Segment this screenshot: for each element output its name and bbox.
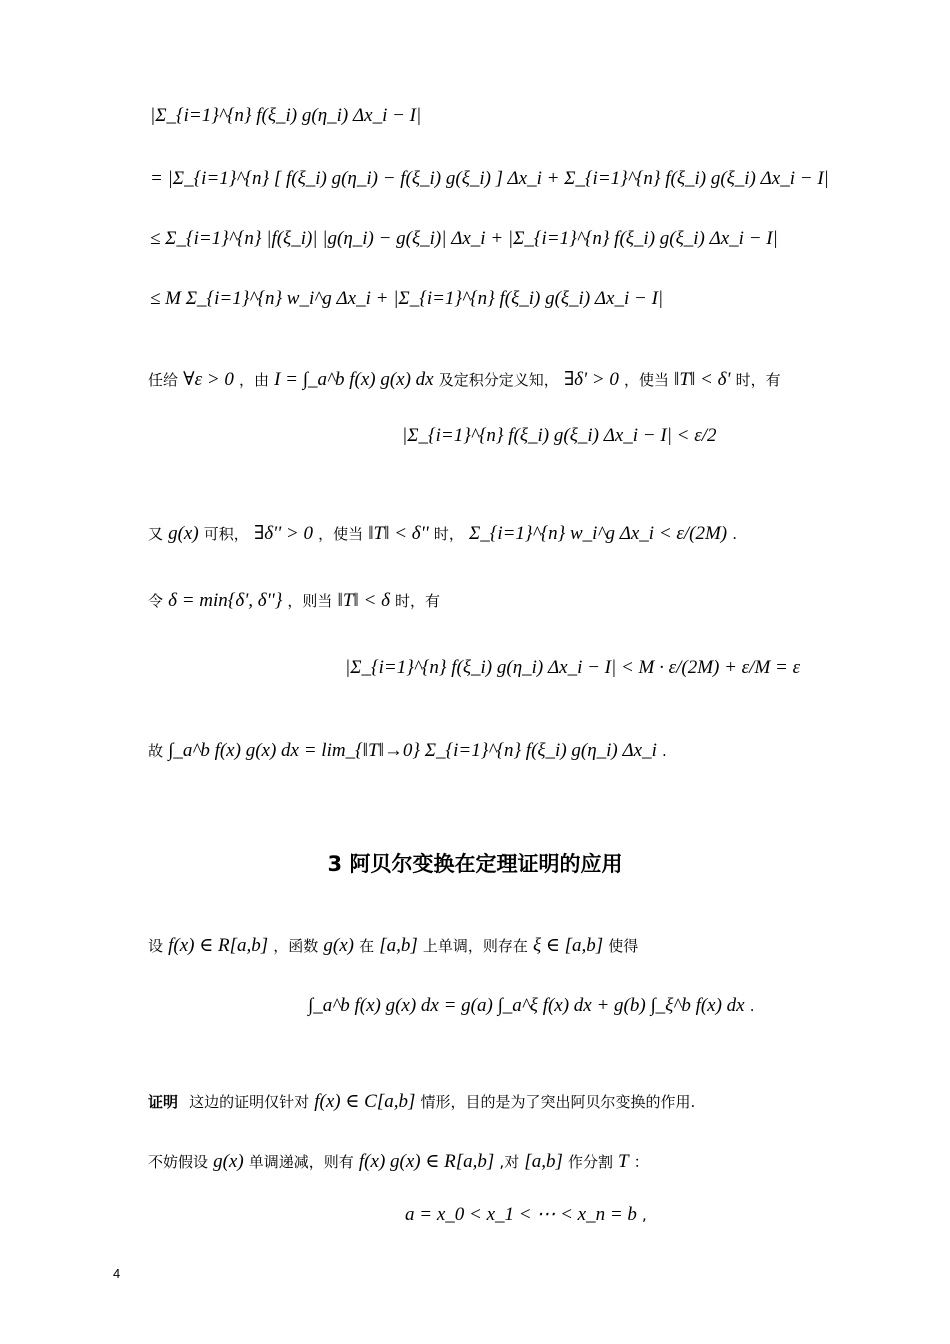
text: 在 xyxy=(359,937,375,955)
equation-4-end: , xyxy=(642,1206,647,1224)
text: 不妨假设 xyxy=(148,1153,209,1171)
text: 使得 xyxy=(608,937,639,955)
proof-label: 证明 xyxy=(148,1093,179,1111)
derivation-line-1: |Σ_{i=1}^{n} f(ξ_i) g(η_i) Δx_i − I| xyxy=(150,105,422,126)
text: ，使当 xyxy=(318,525,364,543)
paragraph-given-epsilon xyxy=(148,368,781,391)
math-inline: f(x) g(x) ∈ R[a,b] xyxy=(358,1151,495,1172)
equation-1: |Σ_{i=1}^{n} f(ξ_i) g(ξ_i) Δx_i − I| < ε/2 xyxy=(402,425,717,446)
text: 时，有 xyxy=(395,592,441,610)
text: 可积， xyxy=(203,525,249,543)
equation-3-end: . xyxy=(749,997,755,1015)
text: . xyxy=(661,742,667,760)
derivation-line-4: ≤ M Σ_{i=1}^{n} w_i^g Δx_i + |Σ_{i=1}^{n} f(ξ_i) g(ξ_i) Δx_i − I| xyxy=(150,288,664,309)
math-inline: Σ_{i=1}^{n} w_i^g Δx_i < ε/(2M) xyxy=(468,523,728,544)
math-inline: g(x) xyxy=(323,935,354,956)
math-inline: ∫_a^b f(x) g(x) dx = lim_{‖T‖→0} Σ_{i=1}^{n} f(ξ_i) g(η_i) Δx_i xyxy=(168,740,657,761)
math-inline: ξ ∈ [a,b] xyxy=(532,935,604,956)
text: 任给 xyxy=(148,371,179,389)
equation-3: ∫_a^b f(x) g(x) dx = g(a) ∫_a^ξ f(x) dx + g(b) ∫_ξ^b f(x) dx xyxy=(308,995,745,1016)
text: ，使当 xyxy=(623,371,669,389)
text: 令 xyxy=(148,592,164,610)
text: 作分割 xyxy=(567,1153,613,1171)
equation-4-row xyxy=(405,1203,647,1226)
text: 单调递减，则有 xyxy=(248,1153,354,1171)
page-number: 4 xyxy=(113,1266,121,1281)
math-inline: ∃δ'' > 0 xyxy=(253,523,313,544)
paragraph-let-delta xyxy=(148,590,440,612)
paragraph-theorem xyxy=(148,934,638,957)
math-inline: [a,b] xyxy=(524,1151,563,1172)
text: ，由 xyxy=(238,371,269,389)
paragraph-g-integrable xyxy=(148,522,737,545)
text: 故 xyxy=(148,742,164,760)
text: 时， xyxy=(433,525,464,543)
paragraph-therefore xyxy=(148,740,667,762)
math-inline: f(x) ∈ R[a,b] xyxy=(168,935,269,956)
paragraph-proof xyxy=(148,1090,695,1113)
text: 时，有 xyxy=(735,371,781,389)
paragraph-assume xyxy=(148,1150,649,1173)
text: 设 xyxy=(148,937,164,955)
equation-2: |Σ_{i=1}^{n} f(ξ_i) g(η_i) Δx_i − I| < M · ε/(2M) + ε/M = ε xyxy=(345,657,801,678)
math-inline: [a,b] xyxy=(379,935,418,956)
math-inline: ∀ε > 0 xyxy=(183,369,234,390)
math-inline: ‖T‖ < δ' xyxy=(674,369,731,390)
math-inline: δ = min{δ', δ''} xyxy=(168,590,283,611)
equation-4: a = x_0 < x_1 < ⋯ < x_n = b xyxy=(405,1204,637,1225)
text: ，则当 xyxy=(287,592,333,610)
math-inline: ∃δ' > 0 xyxy=(563,369,619,390)
math-inline: g(x) xyxy=(168,523,199,544)
text: 情形，目的是为了突出阿贝尔变换的作用. xyxy=(420,1093,696,1111)
text: . xyxy=(732,525,738,543)
text: ，函数 xyxy=(273,937,319,955)
text: 又 xyxy=(148,525,164,543)
math-inline: I = ∫_a^b f(x) g(x) dx xyxy=(274,369,434,390)
text: 上单调，则存在 xyxy=(422,937,528,955)
section-heading: 3 阿贝尔变换在定理证明的应用 xyxy=(327,852,623,876)
math-inline: f(x) ∈ C[a,b] xyxy=(314,1091,416,1112)
math-inline: ‖T‖ < δ'' xyxy=(368,523,429,544)
math-inline: g(x) xyxy=(213,1151,244,1172)
math-inline: T xyxy=(618,1151,629,1172)
text: ： xyxy=(633,1153,649,1171)
text: 这边的证明仅针对 xyxy=(189,1093,310,1111)
math-inline: ‖T‖ < δ xyxy=(337,590,390,611)
text: ,对 xyxy=(499,1153,520,1171)
equation-3-row xyxy=(308,995,755,1017)
derivation-line-3: ≤ Σ_{i=1}^{n} |f(ξ_i)| |g(η_i) − g(ξ_i)| Δx_i + |Σ_{i=1}^{n} f(ξ_i) g(ξ_i) Δx_i − I| xyxy=(150,228,778,249)
derivation-line-2: = |Σ_{i=1}^{n} [ f(ξ_i) g(η_i) − f(ξ_i) g(ξ_i) ] Δx_i + Σ_{i=1}^{n} f(ξ_i) g(ξ_i) Δx_i − I| xyxy=(150,168,829,189)
text: 及定积分定义知， xyxy=(438,371,559,389)
